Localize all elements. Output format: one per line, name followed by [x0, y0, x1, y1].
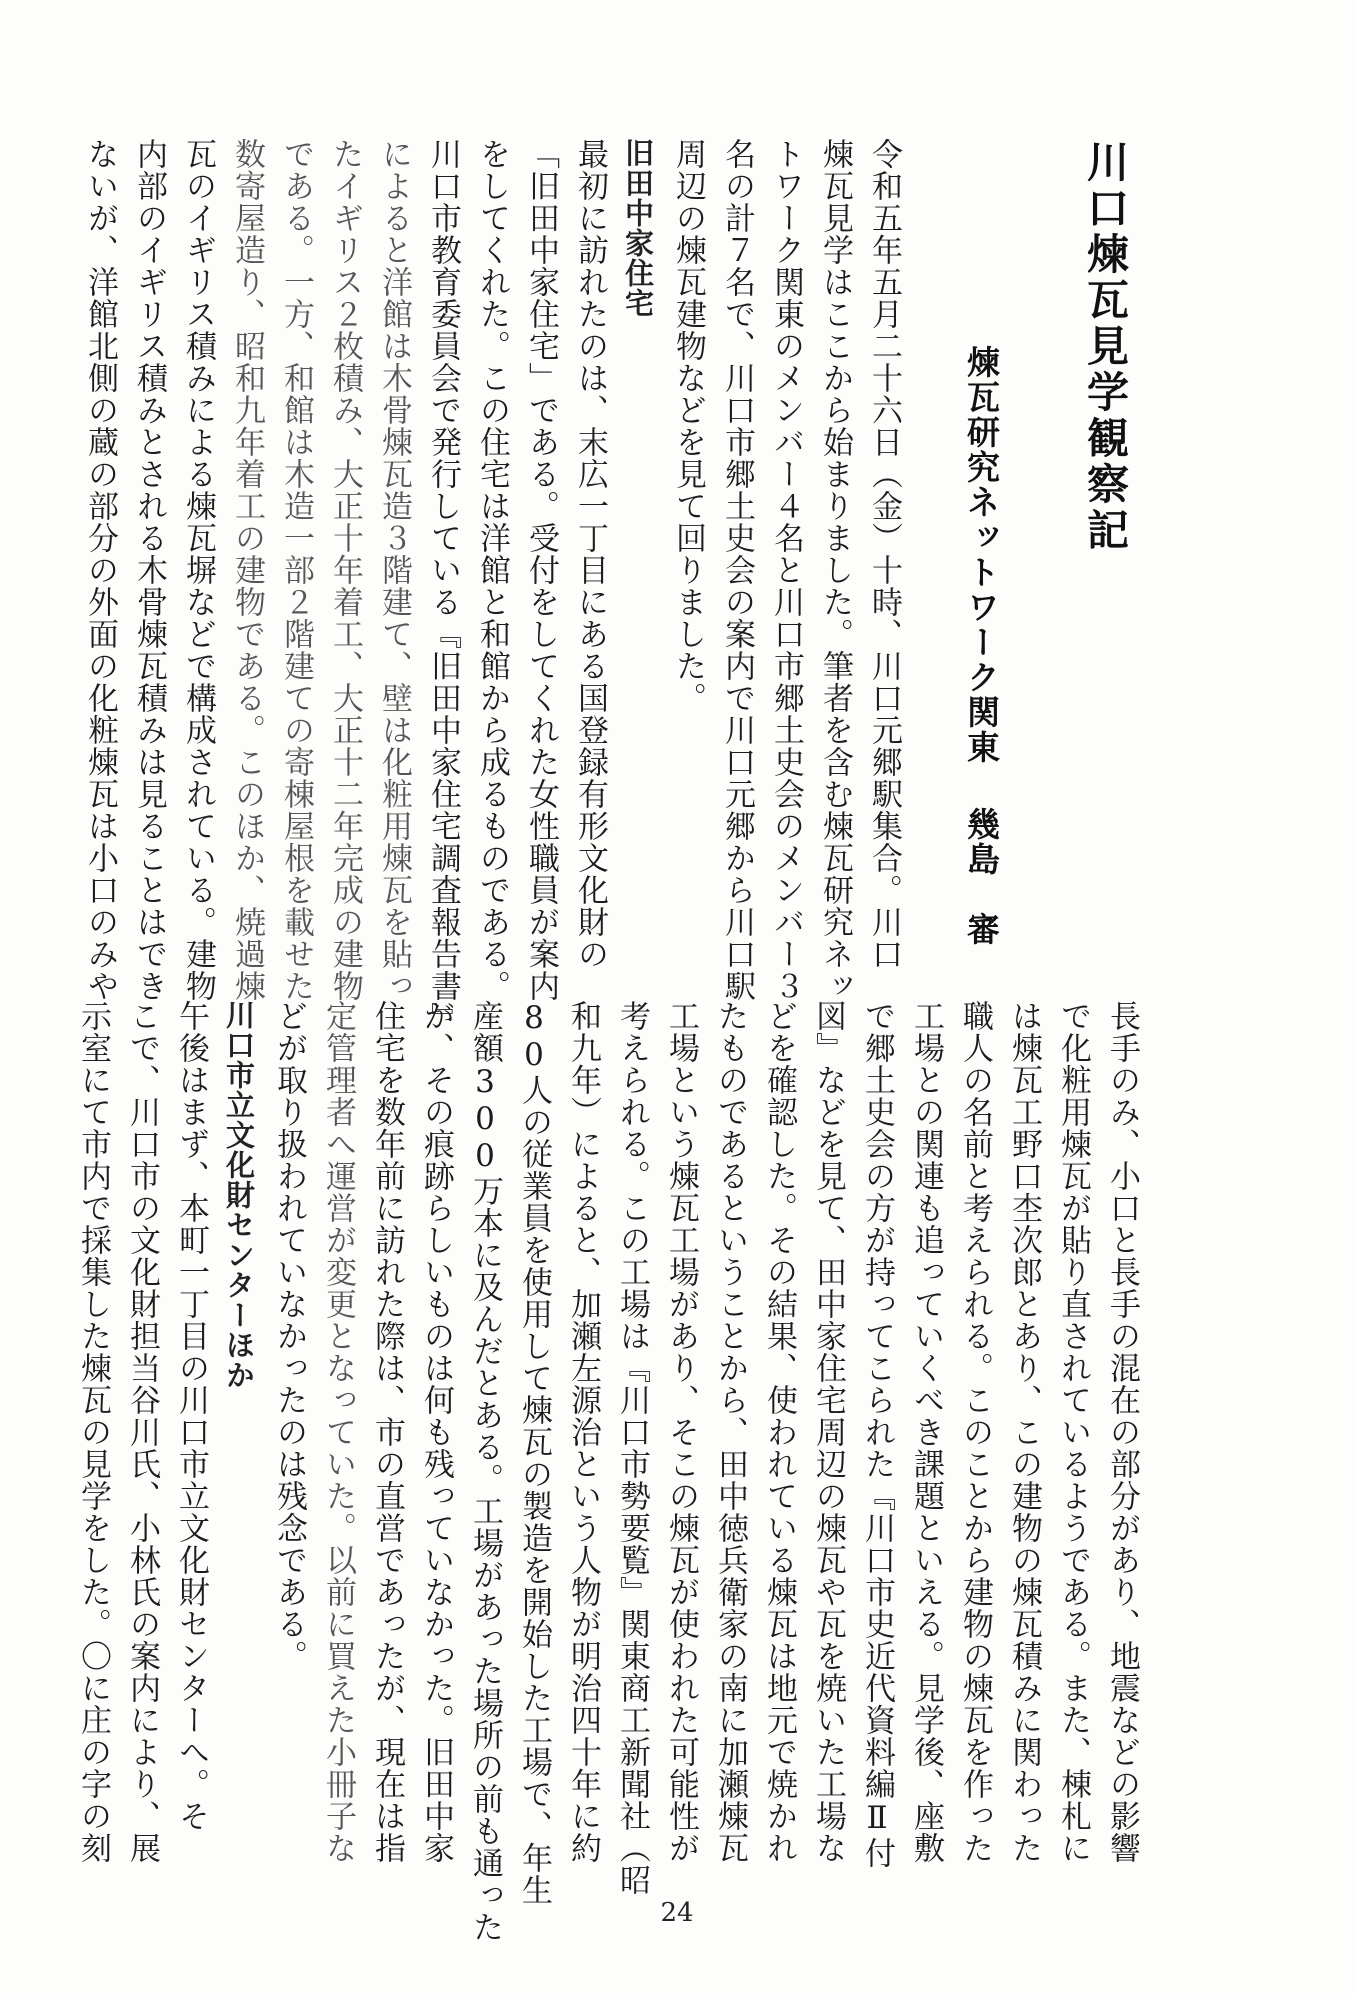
text-column: である。一方、和館は木造一部２階建ての寄棟屋根を載せた — [278, 138, 314, 1002]
text-column: 80人の従業員を使用して煉瓦の製造を開始した工場で、年生 — [516, 1000, 552, 1906]
text-column: 周辺の煉瓦建物などを見て回りました。 — [670, 138, 706, 714]
text-column: 名の計７名で、川口市郷土史会の案内で川口元郷から川口駅 — [719, 138, 755, 1002]
text-column: 内部のイギリス積みとされる木骨煉瓦積みは見ることはでき — [131, 138, 167, 1002]
text-column: 瓦のイギリス積みによる煉瓦塀などで構成されている。建物 — [180, 138, 216, 1002]
text-column: こで、川口市の文化財担当谷川氏、小林氏の案内により、展 — [124, 1000, 160, 1864]
text-column: 令和五年五月二十六日（金）十時、川口元郷駅集合。川口 — [866, 138, 902, 970]
text-column: たものであるということから、田中徳兵衛家の南に加瀬煉瓦 — [712, 1000, 748, 1864]
article-title: 川口煉瓦見学観察記 — [1081, 140, 1130, 554]
text-column: ないが、洋館北側の蔵の部分の外面の化粧煉瓦は小口のみや — [82, 138, 118, 1002]
text-column: 最初に訪れたのは、末広一丁目にある国登録有形文化財の — [572, 138, 608, 970]
text-column: 図』などを見て、田中家住宅周辺の煉瓦や瓦を焼いた工場な — [810, 1000, 846, 1864]
text-column: 川口市教育委員会で発行している『旧田中家住宅調査報告書』 — [425, 138, 461, 1034]
text-column: をしてくれた。この住宅は洋館と和館から成るものである。 — [474, 138, 510, 1002]
text-column: 職人の名前と考えられる。このことから建物の煉瓦を作った — [957, 1000, 993, 1864]
text-column: 工場との関連も追っていくべき課題といえる。見学後、座敷 — [908, 1000, 944, 1864]
text-column: 午後はまず、本町一丁目の川口市立文化財センターへ。そ — [173, 1000, 209, 1832]
text-column: 定管理者へ運営が変更となっていた。以前に買えた小冊子な — [320, 1000, 356, 1864]
page-number: 24 — [660, 1898, 694, 1928]
author-name: 幾島 審 — [962, 807, 1001, 947]
author-line — [958, 345, 1005, 947]
text-column: によると洋館は木骨煉瓦造３階建て、壁は化粧用煉瓦を貼っ — [376, 138, 412, 1002]
text-column: 「旧田中家住宅」である。受付をしてくれた女性職員が案内 — [523, 138, 559, 1002]
text-column: たイギリス２枚積み、大正十年着工、大正十二年完成の建物 — [327, 138, 363, 1002]
text-column: 工場という煉瓦工場があり、そこの煉瓦が使われた可能性が — [663, 1000, 699, 1864]
text-column: 和九年）によると、加瀬左源治という人物が明治四十年に約 — [565, 1000, 601, 1864]
text-column: どが取り扱われていなかったのは残念である。 — [271, 1000, 307, 1672]
text-column: で化粧用煉瓦が貼り直されているようである。また、棟札に — [1055, 1000, 1091, 1864]
text-column: は煉瓦工野口杢次郎とあり、この建物の煉瓦積みに関わった — [1006, 1000, 1042, 1864]
section-heading: 川口市立文化財センターほか — [222, 1000, 256, 1390]
text-column: 産額300万本に及んだとある。工場があった場所の前も通った — [467, 1000, 503, 1943]
section-heading: 旧田中家住宅 — [621, 138, 655, 318]
text-column: 考えられる。この工場は『川口市勢要覧』関東商工新聞社（昭 — [614, 1000, 650, 1896]
text-column: どを確認した。その結果、使われている煉瓦は地元で焼かれ — [761, 1000, 797, 1864]
author-organization: 煉瓦研究ネットワーク関東 — [962, 345, 1001, 765]
text-column: が、その痕跡らしいものは何も残っていなかった。旧田中家 — [418, 1000, 454, 1864]
text-column: 煉瓦見学はここから始まりました。筆者を含む煉瓦研究ネッ — [817, 138, 853, 1002]
text-column: トワーク関東のメンバー４名と川口市郷土史会のメンバー３ — [768, 138, 804, 1002]
text-column: 示室にて市内で採集した煉瓦の見学をした。〇に庄の字の刻 — [75, 1000, 111, 1864]
text-column: 住宅を数年前に訪れた際は、市の直営であったが、現在は指 — [369, 1000, 405, 1864]
text-column: 数寄屋造り、昭和九年着工の建物である。このほか、焼過煉 — [229, 138, 265, 1002]
text-column: 長手のみ、小口と長手の混在の部分があり、地震などの影響 — [1104, 1000, 1140, 1864]
text-column: で郷土史会の方が持ってこられた『川口市史近代資料編Ⅱ付 — [859, 1000, 895, 1869]
